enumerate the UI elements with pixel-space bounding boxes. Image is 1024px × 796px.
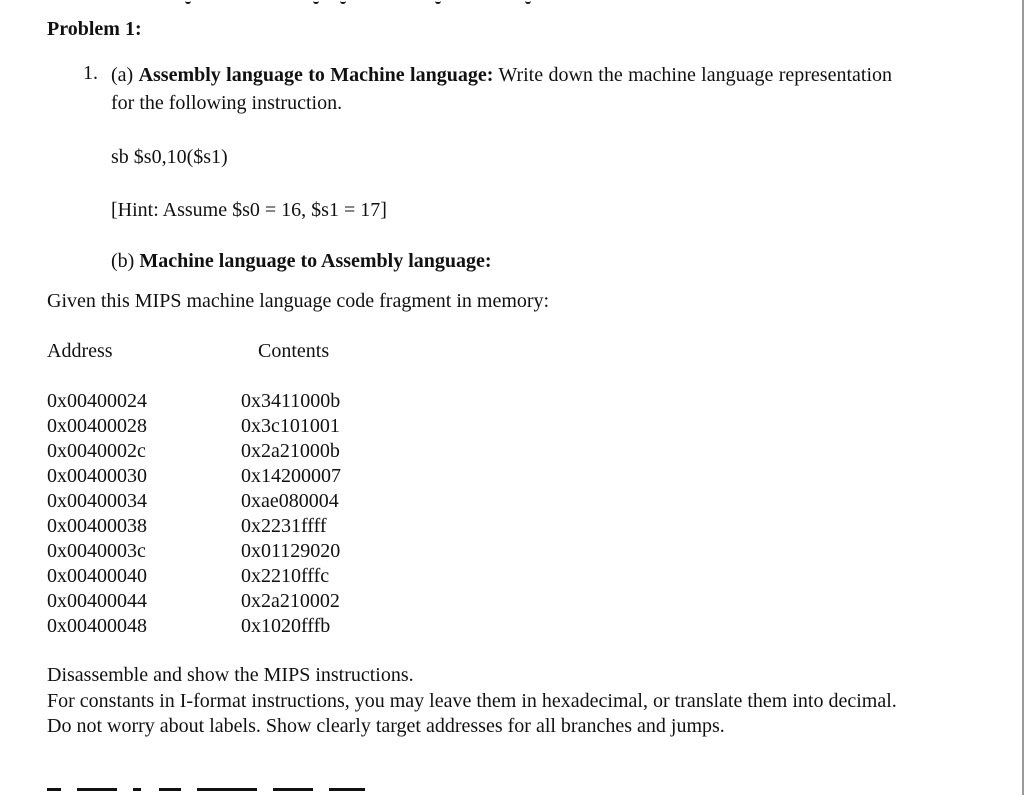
address-cell: 0x0040002c (47, 440, 146, 462)
address-cell: 0x00400038 (47, 515, 147, 537)
contents-cell: 0x1020fffb (241, 615, 331, 637)
contents-cell: 0x2a21000b (241, 440, 340, 462)
address-cell: 0x00400048 (47, 615, 147, 637)
contents-cell: 0x14200007 (241, 465, 341, 487)
hint-text: [Hint: Assume $s0 = 16, $s1 = 17] (111, 199, 387, 221)
address-cell: 0x00400028 (47, 415, 147, 437)
address-cell: 0x00400034 (47, 490, 147, 512)
instruction-line: For constants in I-format instructions, you may leave them in hexadecimal, or translate them into decimal. (47, 689, 897, 712)
table-row (47, 614, 447, 639)
part-b-heading-line (111, 249, 492, 273)
contents-cell: 0x2231ffff (241, 515, 327, 537)
table-row (47, 489, 447, 514)
address-cell: 0x00400030 (47, 465, 147, 487)
contents-cell: 0x2a210002 (241, 590, 340, 612)
contents-cell: 0x3411000b (241, 390, 341, 412)
instruction-line: Disassemble and show the MIPS instructions. (47, 664, 414, 686)
contents-cell: 0x01129020 (241, 540, 341, 562)
memory-table (47, 389, 447, 639)
table-row (47, 564, 447, 589)
address-cell: 0x00400040 (47, 565, 147, 587)
part-a-label: (a) (111, 64, 134, 86)
table-row (47, 439, 447, 464)
address-cell: 0x00400024 (47, 390, 147, 412)
instructions-block (47, 663, 907, 740)
address-column-header: Address (47, 340, 113, 362)
part-a-paragraph (111, 61, 892, 117)
contents-cell: 0x3c101001 (241, 415, 340, 437)
contents-cell: 0x2210fffc (241, 565, 330, 587)
assembly-instruction: sb $s0,10($s1) (111, 146, 228, 168)
address-cell: 0x00400044 (47, 590, 147, 612)
problem-title: Problem 1: (47, 18, 142, 40)
table-row (47, 539, 447, 564)
question-number: 1. (83, 62, 98, 84)
table-row (47, 514, 447, 539)
cropped-text-top (185, 0, 545, 4)
address-cell: 0x0040003c (47, 540, 146, 562)
table-row (47, 389, 447, 414)
table-row (47, 464, 447, 489)
part-a-text: Write down the machine language representation for the following instruction. (111, 64, 893, 114)
given-text: Given this MIPS machine language code fragment in memory: (47, 290, 550, 312)
part-b-heading: Machine language to Assembly language: (139, 250, 492, 272)
part-b-label: (b) (111, 250, 135, 272)
table-row (47, 414, 447, 439)
contents-column-header: Contents (258, 340, 330, 362)
table-row (47, 589, 447, 614)
contents-cell: 0xae080004 (241, 490, 339, 512)
part-a-heading: Assembly language to Machine language: (138, 64, 494, 86)
instruction-line: Do not worry about labels. Show clearly target addresses for all branches and jumps. (47, 715, 725, 737)
